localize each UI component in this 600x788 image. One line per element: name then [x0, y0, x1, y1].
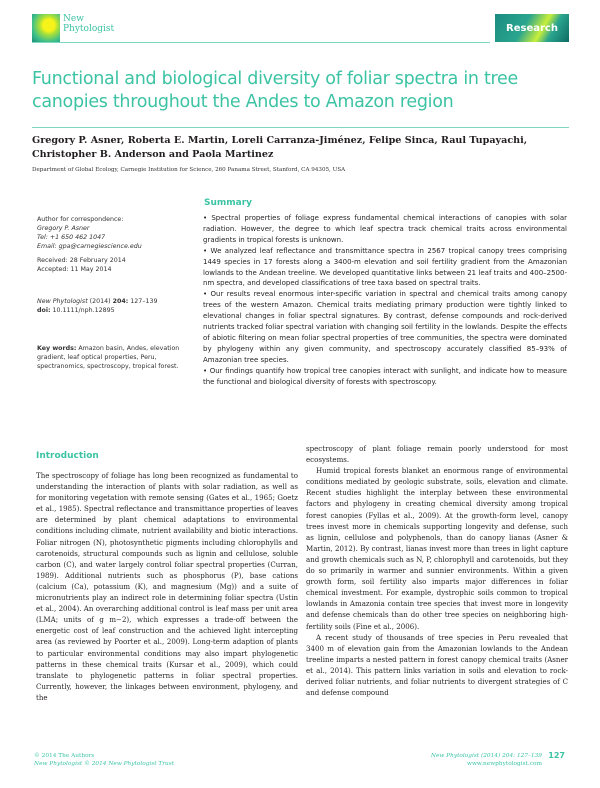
copyright-line1: © 2014 The Authors: [34, 753, 95, 759]
body-paragraph: spectroscopy of plant foliage remain poorly understood for most ecosystems.: [306, 444, 568, 465]
footer-website[interactable]: www.newphytologist.com: [467, 761, 542, 767]
body-paragraph: A recent study of thousands of tree species in Peru revealed that 3400 m of elevation gain from the Amazonian lowlands to the Andean treeline imparts a nested pattern in forest canopy chemical traits (Asner et al., 2014). This pattern links variation in soils and elevation to rock-derived foliar nutrients, and foliar nutrients to divergent strategies of C and defense compound: [306, 632, 568, 698]
summary-bullet: • We analyzed leaf reflectance and transmittance spectra in 2567 tropical canopy trees comprising 1449 species in 17 forests along a 3400-m elevation and soil fertility gradient from the Amazonian lowlands to the Andean treeline. We developed quantitative links between 21 leaf traits and 400–2500-nm spectra, and developed classifications of tree taxa based on spectral traits.: [203, 246, 567, 288]
doi[interactable]: [37, 306, 197, 315]
section-badge: Research: [495, 14, 569, 42]
doi-value[interactable]: 10.1111/nph.12895: [50, 307, 115, 314]
author-list: Gregory P. Asner, Roberta E. Martin, Loreli Carranza-Jiménez, Felipe Sinca, Raul Tupayachi, Christopher B. Anderson and Paola Martinez: [32, 135, 528, 160]
body-paragraph: Humid tropical forests blanket an enormous range of environmental conditions mediated by geologic substrate, soils, elevation and climate. Recent studies highlight the interplay between these environmental factors and phylogeny in creating chemical diversity among tropical forest canopies (Fyllas et al., 2009). At the growth-form level, canopy trees invest more in chemicals supporting longevity and defense, such as lignin, cellulose and polyphenols, than do canopy lianas (Asner & Martin, 2012). By contrast, lianas invest more than trees in light capture and growth chemicals such as N, P, chlorophyll and carotenoids, but they do so primarily in warmer and sunnier environments. Within a given growth form, soil fertility also imparts major differences in foliar chemical investment. For example, dystrophic soils common to tropical lowlands in Amazonia contain tree species that invest more in longevity and defense chemicals than do other tree species on neighboring high-fertility soils (Fine et al., 2006).: [306, 466, 568, 631]
summary-body: [203, 213, 567, 388]
citation-journal: New Phytologist: [37, 298, 88, 305]
body-column-right: [306, 443, 568, 698]
article-meta: [37, 215, 197, 315]
article-title: Functional and biological diversity of foliar spectra in tree canopies throughout the Andes to Amazon region: [32, 69, 518, 112]
journal-logo-icon: [32, 14, 60, 42]
keywords-label: Key words:: [37, 345, 77, 352]
footer-copyright: [34, 752, 174, 768]
summary-bullet: • Our results reveal enormous inter-specific variation in spectral and chemical traits among canopy trees of the western Amazon. Chemical traits mediating primary production were tightly linked to elevational changes in foliar spectral signatures. By contrast, defense compounds and rock-derived nutrients tracked foliar spectral variation with changing soil fertility in the lowlands. Despite the effects of abiotic filtering on mean foliar spectral properties of tree communities, the spectra were dominated by phylogeny within any given community, and spectroscopy accurately classified 85–93% of Amazonian tree species.: [203, 290, 567, 364]
journal-header: [32, 14, 569, 43]
copyright-line2: New Phytologist © 2014 New Phytologist Trust: [34, 761, 175, 767]
keywords: [37, 344, 195, 371]
correspondence-tel: Tel: +1 650 462 1047: [37, 234, 106, 241]
doi-label: doi:: [37, 307, 51, 314]
summary-heading: Summary: [204, 198, 253, 208]
citation: [37, 297, 197, 306]
journal-name-line2: Phytologist: [63, 24, 115, 34]
keywords-list: Amazon basin, Andes, elevation gradient, leaf optical properties, Peru, spectranomics, spectroscopy, tropical forest.: [37, 345, 180, 370]
journal-name-line1: New: [63, 14, 84, 24]
correspondence-label: Author for correspondence:: [37, 216, 124, 223]
footer-citation: [431, 752, 542, 768]
journal-name: [63, 14, 114, 34]
citation-volume: 204:: [112, 298, 129, 305]
citation-pages: 127–139: [128, 298, 158, 305]
page-number: 127: [548, 751, 565, 760]
affiliation: Department of Global Ecology, Carnegie Institution for Science, 260 Panama Street, Stanford, CA 94305, USA: [32, 167, 346, 173]
summary-bullet: • Spectral properties of foliage express fundamental chemical interactions of canopies with solar radiation. However, the degree to which leaf spectra track chemical traits across environmental gradients in tropical forests is unknown.: [203, 214, 567, 244]
received-date: Received: 28 February 2014: [37, 257, 126, 264]
title-divider: [32, 127, 569, 128]
introduction-heading: Introduction: [36, 451, 99, 461]
header-divider: [32, 42, 490, 43]
footer-citation-text: New Phytologist (2014) 204: 127–139: [430, 753, 542, 759]
accepted-date: Accepted: 11 May 2014: [37, 266, 112, 273]
correspondence-email[interactable]: Email: gpa@carnegiescience.edu: [37, 243, 142, 250]
citation-year: (2014): [87, 298, 113, 305]
body-column-left: [36, 470, 298, 703]
body-paragraph: The spectroscopy of foliage has long been recognized as fundamental to understanding the interaction of plants with solar radiation, as well as for monitoring vegetation with remote sensing (Gates et al., 1965; Goetz et al., 1985). Spectral reflectance and transmittance properties of leaves are determined by plant chemical adaptations to environmental conditions including climate, nutrient availability and biotic interactions. Foliar nitrogen (N), photosynthetic pigments including chlorophylls and carotenoids, structural compounds such as lignin and cellulose, soluble carbon (C), and water largely control foliar spectral properties (Curran, 1989). Additional nutrients such as phosphorus (P), base cations (calcium (Ca), potassium (K), and magnesium (Mg)) and a suite of micronutrients play an indirect role in determining foliar spectra (Ustin et al., 2004). An overarching additional control is leaf mass per unit area (LMA; units of g m−2), which expresses a trade-off between the energetic cost of leaf construction and the achieved light intercepting area (as reviewed by Poorter et al., 2009). Long-term adaption of plants to particular environmental conditions may also impart phylogenetic patterns in these chemical traits (Kursar et al., 2009), which could translate to phylogenetic patterns in foliar spectral properties. Currently, however, the linkages between environment, phylogeny, and the: [36, 471, 298, 702]
summary-bullet: • Our findings quantify how tropical tree canopies interact with sunlight, and indicate how to measure the functional and biological diversity of forests with spectroscopy.: [203, 366, 567, 386]
correspondence-name: Gregory P. Asner: [37, 225, 90, 232]
